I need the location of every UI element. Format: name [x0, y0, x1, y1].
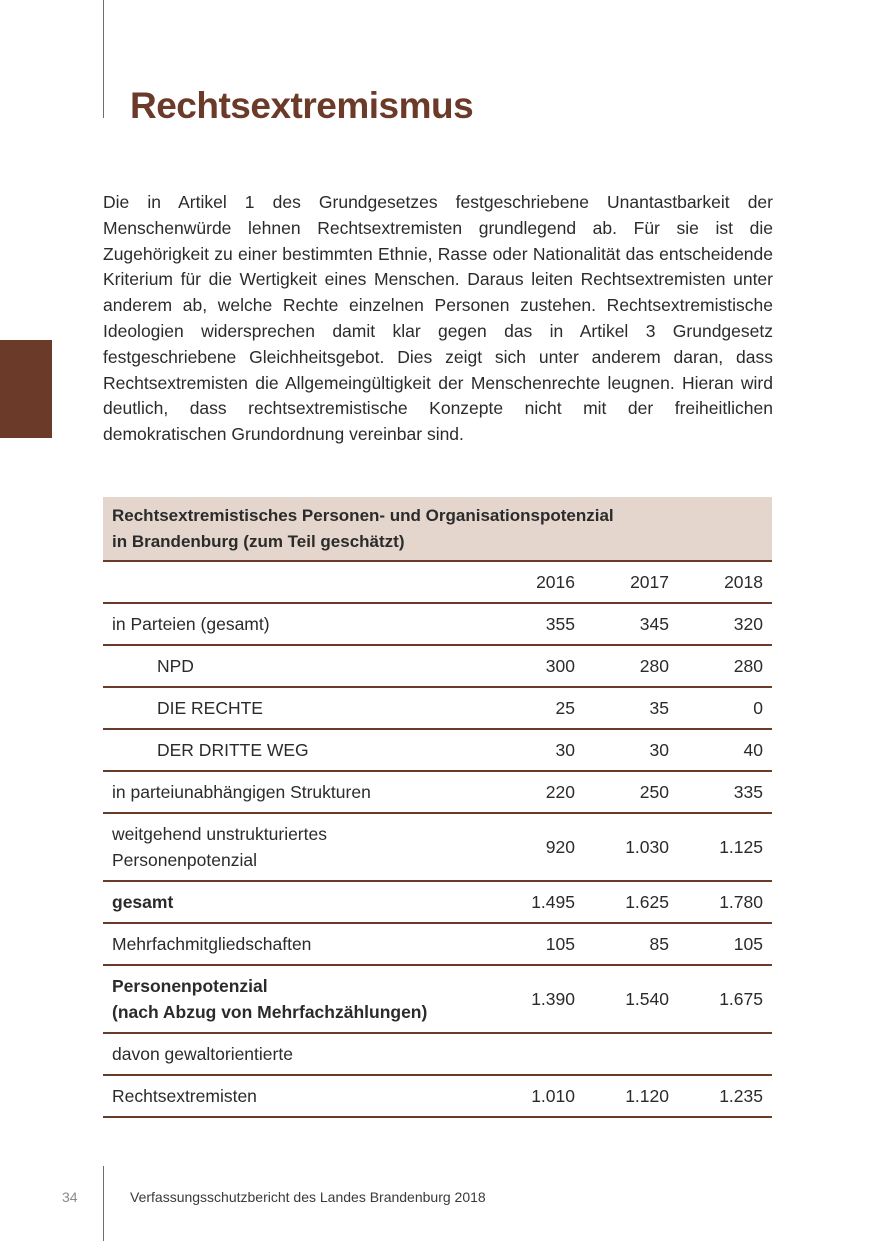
table-row — [103, 1033, 772, 1075]
value-2018: 1.125 — [678, 813, 772, 881]
row-label: in parteiunabhängigen Strukturen — [103, 771, 490, 813]
table-row — [103, 813, 772, 881]
value-2016: 1.390 — [490, 965, 584, 1033]
row-label-line-2: Personenpotenzial — [112, 850, 257, 870]
value-2018: 1.235 — [678, 1075, 772, 1117]
value-2016: 300 — [490, 645, 584, 687]
value-2018: 105 — [678, 923, 772, 965]
year-header-2017: 2017 — [584, 561, 678, 603]
value-2017: 1.625 — [584, 881, 678, 923]
row-label-line-1: Personenpotenzial — [112, 976, 268, 996]
value-2018: 320 — [678, 603, 772, 645]
row-label: Rechtsextremisten — [103, 1075, 490, 1117]
value-2018: 1.675 — [678, 965, 772, 1033]
value-2016: 105 — [490, 923, 584, 965]
row-label: DIE RECHTE — [103, 687, 490, 729]
value-2018: 1.780 — [678, 881, 772, 923]
value-2016: 220 — [490, 771, 584, 813]
row-label-line-1: weitgehend unstrukturiertes — [112, 824, 327, 844]
header-rule — [103, 0, 104, 118]
value-2016: 920 — [490, 813, 584, 881]
table-caption-line-2: in Brandenburg (zum Teil geschätzt) — [112, 531, 405, 551]
table-row-total — [103, 881, 772, 923]
page-title: Rechtsextremismus — [130, 85, 474, 126]
row-label — [103, 965, 490, 1033]
row-label-line-2: (nach Abzug von Mehrfachzählungen) — [112, 1002, 428, 1022]
year-header-2016: 2016 — [490, 561, 584, 603]
intro-paragraph: Die in Artikel 1 des Grundgesetzes festgeschriebene Unantastbarkeit der Menschenwürde lehnen Rechtsextremisten grundlegend ab. Für sie ist die Zugehörigkeit zu einer bestimmten Ethnie, Rasse oder Nationalität das entscheidende Kriterium für die Wertigkeit eines Menschen. Daraus leiten Rechtsextremisten unter anderem ab, welche Rechte einzelnen Personen zustehen. Rechtsextremistische Ideologien widersprechen damit klar gegen das in Artikel 3 Grundgesetz festgeschriebene Gleichheitsgebot. Dies zeigt sich unter anderem daran, dass Rechtsextremisten die Allgemeingültigkeit der Menschenrechte leugnen. Hieran wird deutlich, dass rechtsextremistische Konzepte nicht mit der freiheitlichen demokratischen Grundordnung vereinbar sind. — [103, 192, 773, 445]
table-row — [103, 771, 772, 813]
row-label: NPD — [103, 645, 490, 687]
value-2018: 280 — [678, 645, 772, 687]
table-row — [103, 729, 772, 771]
value-2016: 1.495 — [490, 881, 584, 923]
value-2018: 0 — [678, 687, 772, 729]
header-empty-cell — [103, 561, 490, 603]
value-2018: 40 — [678, 729, 772, 771]
table-row — [103, 1075, 772, 1117]
value-2017: 30 — [584, 729, 678, 771]
value-2017: 1.030 — [584, 813, 678, 881]
table-caption-row — [103, 497, 772, 561]
value-2017: 1.120 — [584, 1075, 678, 1117]
table-row — [103, 603, 772, 645]
footer-rule — [103, 1166, 104, 1241]
row-label: davon gewaltorientierte — [103, 1033, 772, 1075]
value-2017: 1.540 — [584, 965, 678, 1033]
row-label — [103, 813, 490, 881]
value-2017: 35 — [584, 687, 678, 729]
row-label: Mehrfachmitgliedschaften — [103, 923, 490, 965]
table-row — [103, 645, 772, 687]
table-header-row — [103, 561, 772, 603]
value-2016: 25 — [490, 687, 584, 729]
value-2016: 1.010 — [490, 1075, 584, 1117]
potential-table — [103, 497, 772, 1118]
value-2017: 250 — [584, 771, 678, 813]
value-2017: 345 — [584, 603, 678, 645]
value-2017: 280 — [584, 645, 678, 687]
row-label: gesamt — [103, 881, 490, 923]
chapter-tab-marker — [0, 340, 52, 438]
row-label: in Parteien (gesamt) — [103, 603, 490, 645]
table-row — [103, 687, 772, 729]
value-2017: 85 — [584, 923, 678, 965]
year-header-2018: 2018 — [678, 561, 772, 603]
value-2018: 335 — [678, 771, 772, 813]
table-caption-line-1: Rechtsextremistisches Personen- und Organisationspotenzial — [112, 505, 614, 525]
publication-title: Verfassungsschutzbericht des Landes Brandenburg 2018 — [130, 1189, 486, 1205]
value-2016: 30 — [490, 729, 584, 771]
table-caption — [103, 497, 772, 561]
value-2016: 355 — [490, 603, 584, 645]
page-number: 34 — [62, 1189, 78, 1205]
table-row — [103, 923, 772, 965]
table-row-net-total — [103, 965, 772, 1033]
row-label: DER DRITTE WEG — [103, 729, 490, 771]
